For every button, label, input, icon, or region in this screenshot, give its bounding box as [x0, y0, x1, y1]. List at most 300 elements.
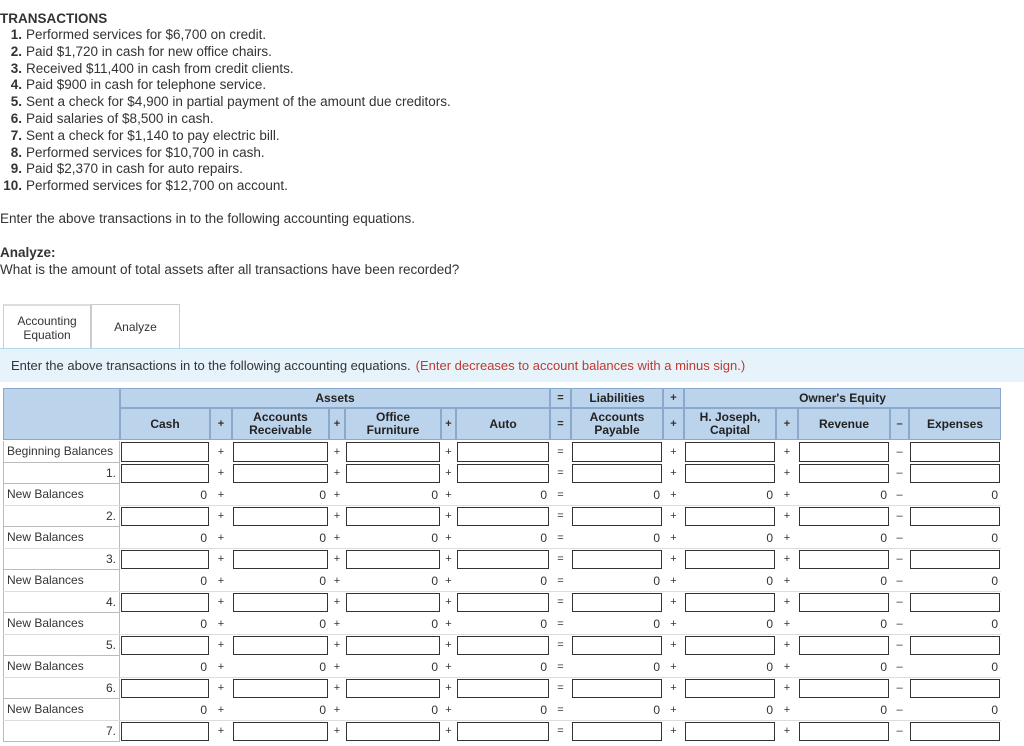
column-operator — [550, 408, 571, 440]
operator-symbol: + — [333, 617, 341, 630]
balance-capital — [684, 699, 776, 721]
row-label — [3, 570, 120, 592]
operator-symbol: + — [783, 531, 791, 544]
operator-symbol: + — [445, 553, 452, 566]
operator-symbol: = — [557, 596, 564, 609]
balance-expenses — [909, 656, 1001, 678]
balance-office-furniture — [345, 527, 441, 549]
balance-revenue — [798, 699, 890, 721]
operator-symbol: + — [333, 682, 341, 695]
input-accounts-receivable[interactable] — [233, 722, 328, 742]
operator-symbol: + — [333, 531, 341, 544]
balance-value: 0 — [431, 659, 438, 674]
input-accounts-payable[interactable] — [572, 722, 662, 742]
row-operator — [776, 635, 798, 657]
operator-symbol: + — [445, 417, 452, 430]
operator-symbol: – — [896, 725, 903, 738]
operator-symbol: + — [445, 467, 452, 480]
input-office-furniture[interactable] — [346, 679, 440, 699]
balance-value: 0 — [319, 616, 326, 631]
balance-value: 0 — [991, 616, 998, 631]
row-operator — [890, 635, 909, 657]
row-operator — [890, 506, 909, 528]
input-accounts-payable[interactable] — [572, 679, 662, 699]
header-owners-equity-label: Owner's Equity — [799, 390, 886, 405]
row-operator — [441, 678, 456, 700]
column-operator — [329, 408, 345, 440]
operator-symbol: – — [896, 417, 903, 430]
operator-symbol: + — [217, 531, 225, 544]
operator-symbol: + — [783, 445, 791, 458]
input-accounts-receivable[interactable] — [233, 550, 328, 570]
operator-symbol: – — [896, 467, 903, 480]
balance-cash — [120, 570, 210, 592]
column-header-line1: Accounts — [253, 410, 308, 424]
row-operator — [550, 463, 571, 485]
column-header-line2: Capital — [709, 423, 750, 437]
input-capital[interactable] — [685, 550, 775, 570]
input-expenses[interactable] — [910, 442, 1000, 462]
input-capital[interactable] — [685, 507, 775, 527]
row-operator — [776, 613, 798, 635]
operator-symbol: + — [783, 488, 791, 501]
row-operator — [210, 613, 232, 635]
column-header-text — [590, 411, 645, 437]
balance-value: 0 — [766, 573, 773, 588]
balance-cash — [120, 527, 210, 549]
balance-value: 0 — [319, 659, 326, 674]
balance-accounts-payable — [571, 613, 663, 635]
column-header-accounts-receivable — [232, 408, 329, 440]
operator-symbol: + — [445, 531, 452, 544]
balance-office-furniture — [345, 699, 441, 721]
operator-symbol: – — [896, 596, 903, 609]
header-equals-label: = — [557, 391, 564, 404]
operator-symbol: + — [217, 596, 225, 609]
row-operator — [550, 678, 571, 700]
operator-symbol: + — [333, 553, 341, 566]
operator-symbol: + — [670, 488, 677, 501]
balance-value: 0 — [653, 487, 660, 502]
operator-symbol: + — [445, 660, 452, 673]
input-auto[interactable] — [457, 507, 549, 527]
input-capital[interactable] — [685, 442, 775, 462]
input-revenue[interactable] — [799, 464, 889, 484]
balance-revenue — [798, 570, 890, 592]
input-expenses[interactable] — [910, 722, 1000, 742]
operator-symbol: + — [217, 488, 225, 501]
operator-symbol: + — [445, 682, 452, 695]
row-label-text: New Balances — [7, 702, 84, 717]
column-header-capital — [684, 408, 776, 440]
input-office-furniture[interactable] — [346, 550, 440, 570]
operator-symbol: – — [896, 639, 903, 652]
row-label — [3, 549, 120, 571]
operator-symbol: – — [896, 703, 903, 716]
input-office-furniture[interactable] — [346, 442, 440, 462]
balance-value: 0 — [200, 573, 207, 588]
balance-auto — [456, 699, 550, 721]
transaction-item — [0, 27, 451, 44]
input-office-furniture[interactable] — [346, 507, 440, 527]
operator-symbol: + — [670, 596, 677, 609]
row-label — [3, 721, 120, 743]
row-label — [3, 613, 120, 635]
row-operator — [329, 635, 345, 657]
input-expenses[interactable] — [910, 464, 1000, 484]
row-operator — [210, 484, 232, 506]
operator-symbol: + — [670, 445, 677, 458]
row-operator — [663, 463, 684, 485]
input-accounts-payable[interactable] — [572, 464, 662, 484]
input-cash[interactable] — [121, 464, 209, 484]
input-office-furniture[interactable] — [346, 636, 440, 656]
transaction-number: 9. — [10, 161, 22, 177]
header-liabilities-label: Liabilities — [589, 390, 645, 405]
input-auto[interactable] — [457, 442, 549, 462]
transaction-number: 6. — [10, 110, 22, 126]
input-office-furniture[interactable] — [346, 722, 440, 742]
balance-revenue — [798, 656, 890, 678]
operator-symbol: – — [896, 660, 903, 673]
row-operator — [776, 592, 798, 614]
balance-value: 0 — [653, 659, 660, 674]
row-operator — [776, 678, 798, 700]
operator-symbol: – — [896, 553, 903, 566]
row-operator — [210, 592, 232, 614]
balance-office-furniture — [345, 613, 441, 635]
tab-bar — [3, 304, 180, 349]
row-operator — [776, 721, 798, 743]
input-accounts-receivable[interactable] — [233, 507, 328, 527]
input-accounts-receivable[interactable] — [233, 636, 328, 656]
balance-value: 0 — [431, 487, 438, 502]
row-label — [3, 592, 120, 614]
input-expenses[interactable] — [910, 679, 1000, 699]
input-accounts-receivable[interactable] — [233, 679, 328, 699]
row-operator — [329, 656, 345, 678]
operator-symbol: – — [896, 510, 903, 523]
input-auto[interactable] — [457, 550, 549, 570]
input-capital[interactable] — [685, 636, 775, 656]
transaction-item — [0, 77, 451, 94]
balance-value: 0 — [431, 530, 438, 545]
balance-capital — [684, 527, 776, 549]
operator-symbol: + — [333, 488, 341, 501]
operator-symbol: + — [783, 417, 791, 430]
input-auto[interactable] — [457, 636, 549, 656]
transaction-number: 8. — [10, 144, 22, 160]
operator-symbol: + — [217, 617, 225, 630]
operator-symbol: = — [557, 417, 564, 430]
operator-symbol: + — [445, 725, 452, 738]
operator-symbol: + — [783, 510, 791, 523]
row-operator — [329, 678, 345, 700]
row-operator — [890, 656, 909, 678]
operator-symbol: + — [783, 596, 791, 609]
column-header-auto — [456, 408, 550, 440]
row-divider — [3, 720, 1001, 721]
input-cash[interactable] — [121, 593, 209, 613]
row-label-text: 1. — [105, 465, 116, 480]
input-cash[interactable] — [121, 507, 209, 527]
operator-symbol: + — [333, 725, 341, 738]
row-operator — [550, 721, 571, 743]
row-operator — [890, 721, 909, 743]
row-operator — [776, 549, 798, 571]
operator-symbol: + — [783, 703, 791, 716]
row-label-text: Beginning Balances — [7, 444, 114, 459]
balance-value: 0 — [653, 702, 660, 717]
balance-accounts-receivable — [232, 656, 329, 678]
transaction-text: Sent a check for $1,140 to pay electric bill. — [26, 127, 280, 143]
row-operator — [210, 635, 232, 657]
input-cash[interactable] — [121, 636, 209, 656]
input-capital[interactable] — [685, 593, 775, 613]
operator-symbol: = — [557, 725, 564, 738]
row-operator — [210, 678, 232, 700]
transaction-number: 3. — [10, 60, 22, 76]
balance-expenses — [909, 527, 1001, 549]
input-cash[interactable] — [121, 679, 209, 699]
balance-value: 0 — [766, 530, 773, 545]
input-accounts-receivable[interactable] — [233, 593, 328, 613]
transaction-number: 1. — [10, 27, 22, 42]
input-revenue[interactable] — [799, 636, 889, 656]
row-operator — [663, 635, 684, 657]
operator-symbol: + — [670, 703, 677, 716]
balance-expenses — [909, 613, 1001, 635]
row-operator — [441, 570, 456, 592]
input-revenue[interactable] — [799, 722, 889, 742]
row-operator — [210, 699, 232, 721]
balance-value: 0 — [653, 530, 660, 545]
operator-symbol: + — [217, 467, 225, 480]
header-owners-equity — [684, 388, 1001, 408]
input-accounts-payable[interactable] — [572, 550, 662, 570]
operator-symbol: + — [783, 467, 791, 480]
transaction-text: Sent a check for $4,900 in partial payment of the amount due creditors. — [26, 94, 451, 110]
column-header-line1: Accounts — [589, 410, 645, 424]
balance-accounts-payable — [571, 527, 663, 549]
transaction-text: Paid $2,370 in cash for auto repairs. — [26, 161, 243, 177]
balance-expenses — [909, 570, 1001, 592]
input-accounts-payable[interactable] — [572, 507, 662, 527]
input-accounts-receivable[interactable] — [233, 442, 328, 462]
input-accounts-payable[interactable] — [572, 593, 662, 613]
balance-accounts-payable — [571, 699, 663, 721]
balance-auto — [456, 613, 550, 635]
row-operator — [776, 463, 798, 485]
input-capital[interactable] — [685, 464, 775, 484]
balance-office-furniture — [345, 656, 441, 678]
input-capital[interactable] — [685, 679, 775, 699]
balance-capital — [684, 570, 776, 592]
input-office-furniture[interactable] — [346, 464, 440, 484]
transaction-number: 5. — [10, 94, 22, 110]
balance-value: 0 — [540, 573, 547, 588]
row-label-text: New Balances — [7, 616, 84, 631]
input-revenue[interactable] — [799, 593, 889, 613]
operator-symbol: + — [217, 417, 225, 430]
operator-symbol: + — [217, 510, 225, 523]
column-header-revenue — [798, 408, 890, 440]
operator-symbol: + — [217, 639, 225, 652]
header-blank — [3, 388, 120, 440]
operator-symbol: = — [557, 531, 564, 544]
instruction-banner — [0, 348, 1024, 382]
row-operator — [663, 721, 684, 743]
operator-symbol: + — [445, 574, 452, 587]
row-operator — [550, 549, 571, 571]
input-auto[interactable] — [457, 679, 549, 699]
transaction-text: Paid $1,720 in cash for new office chairs. — [26, 43, 272, 59]
balance-value: 0 — [200, 530, 207, 545]
balance-value: 0 — [540, 659, 547, 674]
input-revenue[interactable] — [799, 442, 889, 462]
input-auto[interactable] — [457, 593, 549, 613]
balance-value: 0 — [431, 702, 438, 717]
row-label — [3, 441, 120, 463]
input-expenses[interactable] — [910, 550, 1000, 570]
row-label — [3, 656, 120, 678]
input-cash[interactable] — [121, 722, 209, 742]
balance-value: 0 — [200, 659, 207, 674]
transaction-item — [0, 44, 451, 61]
row-operator — [890, 699, 909, 721]
row-operator — [441, 635, 456, 657]
operator-symbol: + — [333, 574, 341, 587]
row-operator — [550, 506, 571, 528]
column-header-cash — [120, 408, 210, 440]
tab-accounting-equation[interactable] — [3, 304, 91, 349]
row-operator — [329, 484, 345, 506]
operator-symbol: + — [670, 725, 677, 738]
operator-symbol: = — [557, 617, 564, 630]
input-revenue[interactable] — [799, 679, 889, 699]
balance-office-furniture — [345, 570, 441, 592]
transaction-item — [0, 61, 451, 78]
balance-value: 0 — [766, 702, 773, 717]
operator-symbol: + — [783, 725, 791, 738]
operator-symbol: + — [670, 553, 677, 566]
row-label-text: 3. — [105, 551, 116, 566]
transaction-item — [0, 178, 451, 195]
balance-cash — [120, 613, 210, 635]
row-label — [3, 527, 120, 549]
balance-value: 0 — [991, 702, 998, 717]
input-cash[interactable] — [121, 550, 209, 570]
input-auto[interactable] — [457, 464, 549, 484]
operator-symbol: + — [783, 682, 791, 695]
analyze-question: What is the amount of total assets after all transactions have been recorded? — [0, 262, 460, 277]
operator-symbol: + — [670, 617, 677, 630]
row-label — [3, 699, 120, 721]
row-operator — [550, 592, 571, 614]
column-header-line2: Payable — [594, 423, 640, 437]
balance-auto — [456, 570, 550, 592]
tab-analyze[interactable] — [91, 304, 180, 349]
row-operator — [776, 484, 798, 506]
operator-symbol: – — [896, 574, 903, 587]
operator-symbol: = — [557, 510, 564, 523]
input-accounts-payable[interactable] — [572, 442, 662, 462]
input-revenue[interactable] — [799, 550, 889, 570]
row-operator — [663, 484, 684, 506]
balance-expenses — [909, 699, 1001, 721]
row-operator — [550, 613, 571, 635]
row-operator — [890, 678, 909, 700]
row-operator — [210, 441, 232, 463]
input-capital[interactable] — [685, 722, 775, 742]
row-operator — [663, 527, 684, 549]
balance-office-furniture — [345, 484, 441, 506]
row-operator — [329, 549, 345, 571]
transaction-text: Performed services for $6,700 on credit. — [26, 27, 267, 42]
column-header-line1: Expenses — [926, 416, 984, 431]
balance-value: 0 — [880, 616, 887, 631]
operator-symbol: + — [670, 682, 677, 695]
operator-symbol: + — [333, 510, 341, 523]
operator-symbol: – — [896, 445, 903, 458]
operator-symbol: = — [557, 639, 564, 652]
input-revenue[interactable] — [799, 507, 889, 527]
balance-value: 0 — [200, 487, 207, 502]
balance-value: 0 — [653, 573, 660, 588]
balance-capital — [684, 613, 776, 635]
input-cash[interactable] — [121, 442, 209, 462]
input-auto[interactable] — [457, 722, 549, 742]
input-expenses[interactable] — [910, 507, 1000, 527]
row-operator — [890, 592, 909, 614]
row-operator — [776, 699, 798, 721]
input-office-furniture[interactable] — [346, 593, 440, 613]
row-operator — [329, 527, 345, 549]
row-operator — [210, 527, 232, 549]
transaction-number: 4. — [10, 77, 22, 93]
operator-symbol: + — [670, 531, 677, 544]
column-operator — [210, 408, 232, 440]
row-label-text: 5. — [105, 637, 116, 652]
row-label-text: New Balances — [7, 573, 84, 588]
row-operator — [663, 549, 684, 571]
transaction-item — [0, 111, 451, 128]
input-expenses[interactable] — [910, 593, 1000, 613]
input-accounts-payable[interactable] — [572, 636, 662, 656]
operator-symbol: + — [783, 660, 791, 673]
balance-value: 0 — [319, 702, 326, 717]
balance-accounts-payable — [571, 570, 663, 592]
input-expenses[interactable] — [910, 636, 1000, 656]
balance-value: 0 — [319, 530, 326, 545]
transactions-list — [0, 27, 451, 195]
operator-symbol: + — [333, 639, 341, 652]
row-operator — [663, 506, 684, 528]
operator-symbol: = — [557, 703, 564, 716]
column-header-office-furniture — [345, 408, 441, 440]
balance-accounts-payable — [571, 656, 663, 678]
operator-symbol: – — [896, 531, 903, 544]
row-operator — [890, 570, 909, 592]
row-label-text: 6. — [105, 680, 116, 695]
input-accounts-receivable[interactable] — [233, 464, 328, 484]
balance-value: 0 — [991, 530, 998, 545]
row-operator — [210, 570, 232, 592]
tab-accounting-equation-line2: Equation — [23, 327, 71, 342]
operator-symbol: = — [557, 467, 564, 480]
row-operator — [441, 699, 456, 721]
balance-revenue — [798, 527, 890, 549]
